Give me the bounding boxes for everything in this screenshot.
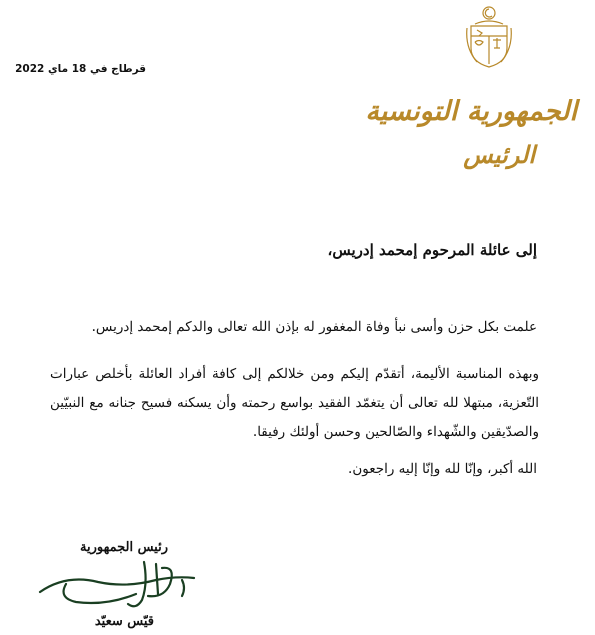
signatory-title: رئيس الجمهورية (80, 540, 168, 555)
paragraph-closing-prayer: الله أكبر، وإنّا لله وإنّا إليه راجعون. (348, 461, 537, 477)
presidency-title: الرئيس (463, 140, 535, 169)
republic-title: الجمهورية التونسية (365, 96, 577, 127)
paragraph-condolence-news: علمت بكل حزن وأسى نبأ وفاة المغفور له بإذن الله تعالى والدكم إمحمد إدريس. (91, 319, 537, 335)
signatory-name: قيّس سعيّد (94, 614, 154, 629)
letter-addressee: إلى عائلة المرحوم إمحمد إدريس، (327, 241, 537, 259)
paragraph-condolence-message: وبهذه المناسبة الأليمة، أتقدّم إليكم ومن خلالكم إلى كافة أفراد العائلة بأخلص عبارات التّعزية، مبتهلا لله تعالى أن يتغمّد الفقيد بواسع رحمته وأن يسكنه فسيح جنانه مع النبيّين والصدّيقين والشّهداء والصّالحين وحسن أولئك رفيقا. (50, 366, 539, 440)
coat-of-arms-icon (461, 4, 517, 70)
letter-date: قرطاج في 18 ماي 2022 (15, 63, 146, 75)
